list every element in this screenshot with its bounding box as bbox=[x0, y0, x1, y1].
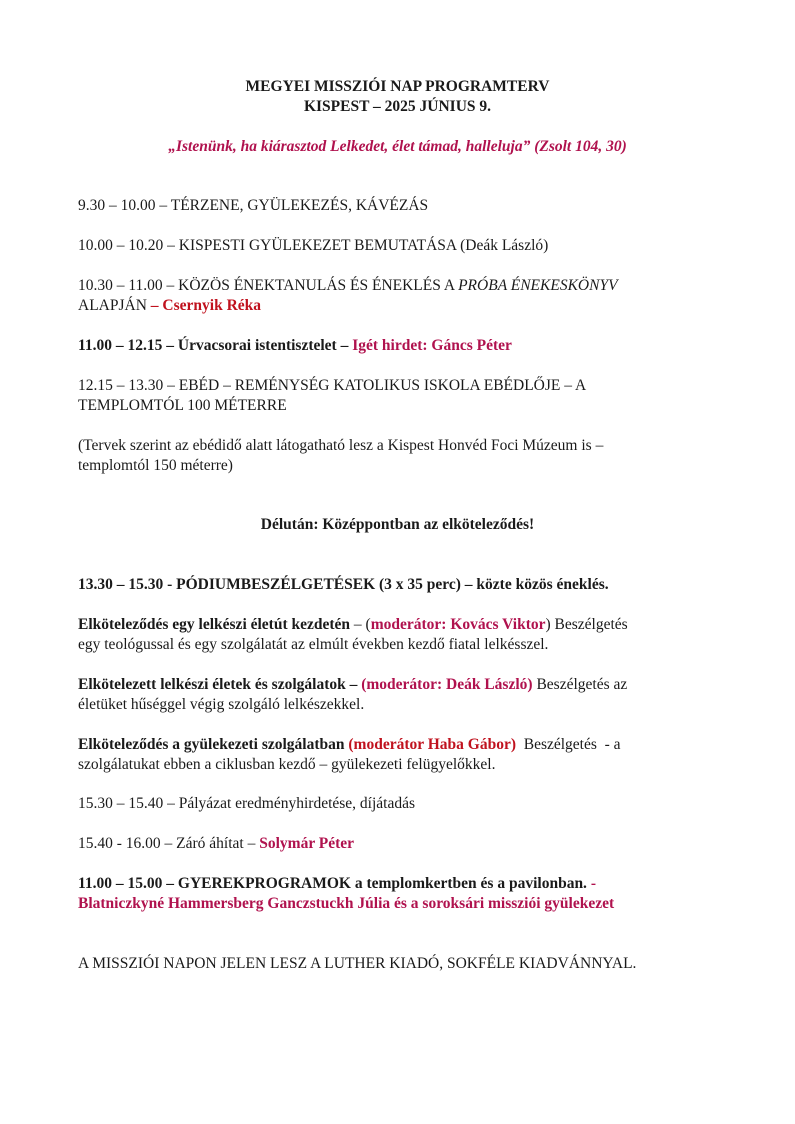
program-item-5-line-2: TEMPLOMTÓL 100 MÉTERRE bbox=[78, 397, 287, 414]
songbook-title: PRÓBA ÉNEKESKÖNYV bbox=[458, 277, 618, 294]
bible-quote: „Istenünk, ha kiárasztod Lelkedet, élet támad, halleluja” (Zsolt 104, 30) bbox=[168, 138, 627, 155]
program-item-11: 15.30 – 15.40 – Pályázat eredményhirdetése, díjátadás bbox=[78, 795, 416, 812]
program-item-5-line-1: 12.15 – 13.30 – EBÉD – REMÉNYSÉG KATOLIKUS ISKOLA EBÉDLŐJE – A bbox=[78, 377, 587, 394]
afternoon-heading: Délután: Középpontban az elköteleződés! bbox=[260, 516, 535, 533]
panel-3-desc: Beszélgetés - a bbox=[515, 736, 621, 753]
panel-2-line-1 bbox=[78, 675, 718, 695]
panel-1-title: Elköteleződés egy lelkészi életút kezdetén bbox=[78, 616, 351, 633]
document-subtitle: KISPEST – 2025 JÚNIUS 9. bbox=[303, 98, 492, 115]
closing-speaker: Solymár Péter bbox=[259, 835, 355, 852]
panel-2-desc: Beszélgetés az bbox=[532, 676, 628, 693]
kids-program-text: 11.00 – 15.00 – GYEREKPROGRAMOK a templomkertben és a pavilonban. bbox=[78, 875, 587, 892]
program-note-line-2: templomtól 150 méterre) bbox=[78, 457, 233, 474]
speaker-name: – Csernyik Réka bbox=[150, 297, 262, 314]
program-item-7: 13.30 – 15.30 - PÓDIUMBESZÉLGETÉSEK (3 x 35 perc) – közte közös éneklés. bbox=[78, 576, 609, 593]
document-title: MEGYEI MISSZIÓI NAP PROGRAMTERV bbox=[245, 78, 550, 95]
panel-3-moderator: (moderátor Haba Gábor) bbox=[348, 736, 516, 753]
program-item-2: 10.00 – 10.20 – KISPESTI GYÜLEKEZET BEMUTATÁSA (Deák László) bbox=[78, 237, 549, 254]
program-item-3-line-2 bbox=[78, 296, 718, 316]
kids-program-dash: - bbox=[586, 875, 596, 892]
panel-2-moderator: (moderátor: Deák László) bbox=[361, 676, 533, 693]
panel-2-line-2: életüket hűséggel végig szolgáló lelkészekkel. bbox=[78, 696, 365, 713]
panel-1-line-1 bbox=[78, 615, 718, 635]
program-item-1: 9.30 – 10.00 – TÉRZENE, GYÜLEKEZÉS, KÁVÉZÁS bbox=[78, 197, 429, 214]
panel-1-moderator: moderátor: Kovács Viktor bbox=[370, 616, 546, 633]
kids-program-line-2: Blatniczkyné Hammersberg Ganczstuckh Júlia és a soroksári missziói gyülekezet bbox=[78, 895, 615, 912]
panel-1-sep: – ( bbox=[350, 616, 371, 633]
footer-note: A MISSZIÓI NAPON JELEN LESZ A LUTHER KIADÓ, SOKFÉLE KIADVÁNNYAL. bbox=[78, 955, 637, 972]
program-item-12 bbox=[78, 834, 718, 854]
preacher-name: Igét hirdet: Gáncs Péter bbox=[352, 337, 512, 354]
program-item-3-text: 10.30 – 11.00 – KÖZÖS ÉNEKTANULÁS ÉS ÉNEKLÉS A bbox=[78, 277, 459, 294]
program-note-line-1: (Tervek szerint az ebédidő alatt látogatható lesz a Kispest Honvéd Foci Múzeum is – bbox=[78, 437, 604, 454]
program-item-3-text-cont: ALAPJÁN bbox=[78, 297, 151, 314]
kids-program-line-1 bbox=[78, 874, 718, 894]
panel-2-title: Elkötelezett lelkészi életek és szolgálatok – bbox=[78, 676, 362, 693]
program-item-4-text: 11.00 – 12.15 – Úrvacsorai istentisztelet – bbox=[78, 337, 353, 354]
program-item-3-line-1 bbox=[78, 276, 718, 296]
program-item-4 bbox=[78, 336, 718, 356]
panel-3-title: Elköteleződés a gyülekezeti szolgálatban bbox=[78, 736, 349, 753]
program-item-12-text: 15.40 - 16.00 – Záró áhítat – bbox=[78, 835, 260, 852]
panel-1-desc: ) Beszélgetés bbox=[545, 616, 628, 633]
panel-3-line-2: szolgálatukat ebben a ciklusban kezdő – gyülekezeti felügyelőkkel. bbox=[78, 756, 496, 773]
panel-1-line-2: egy teológussal és egy szolgálatát az elmúlt években kezdő fiatal lelkésszel. bbox=[78, 636, 549, 653]
panel-3-line-1 bbox=[78, 735, 718, 755]
